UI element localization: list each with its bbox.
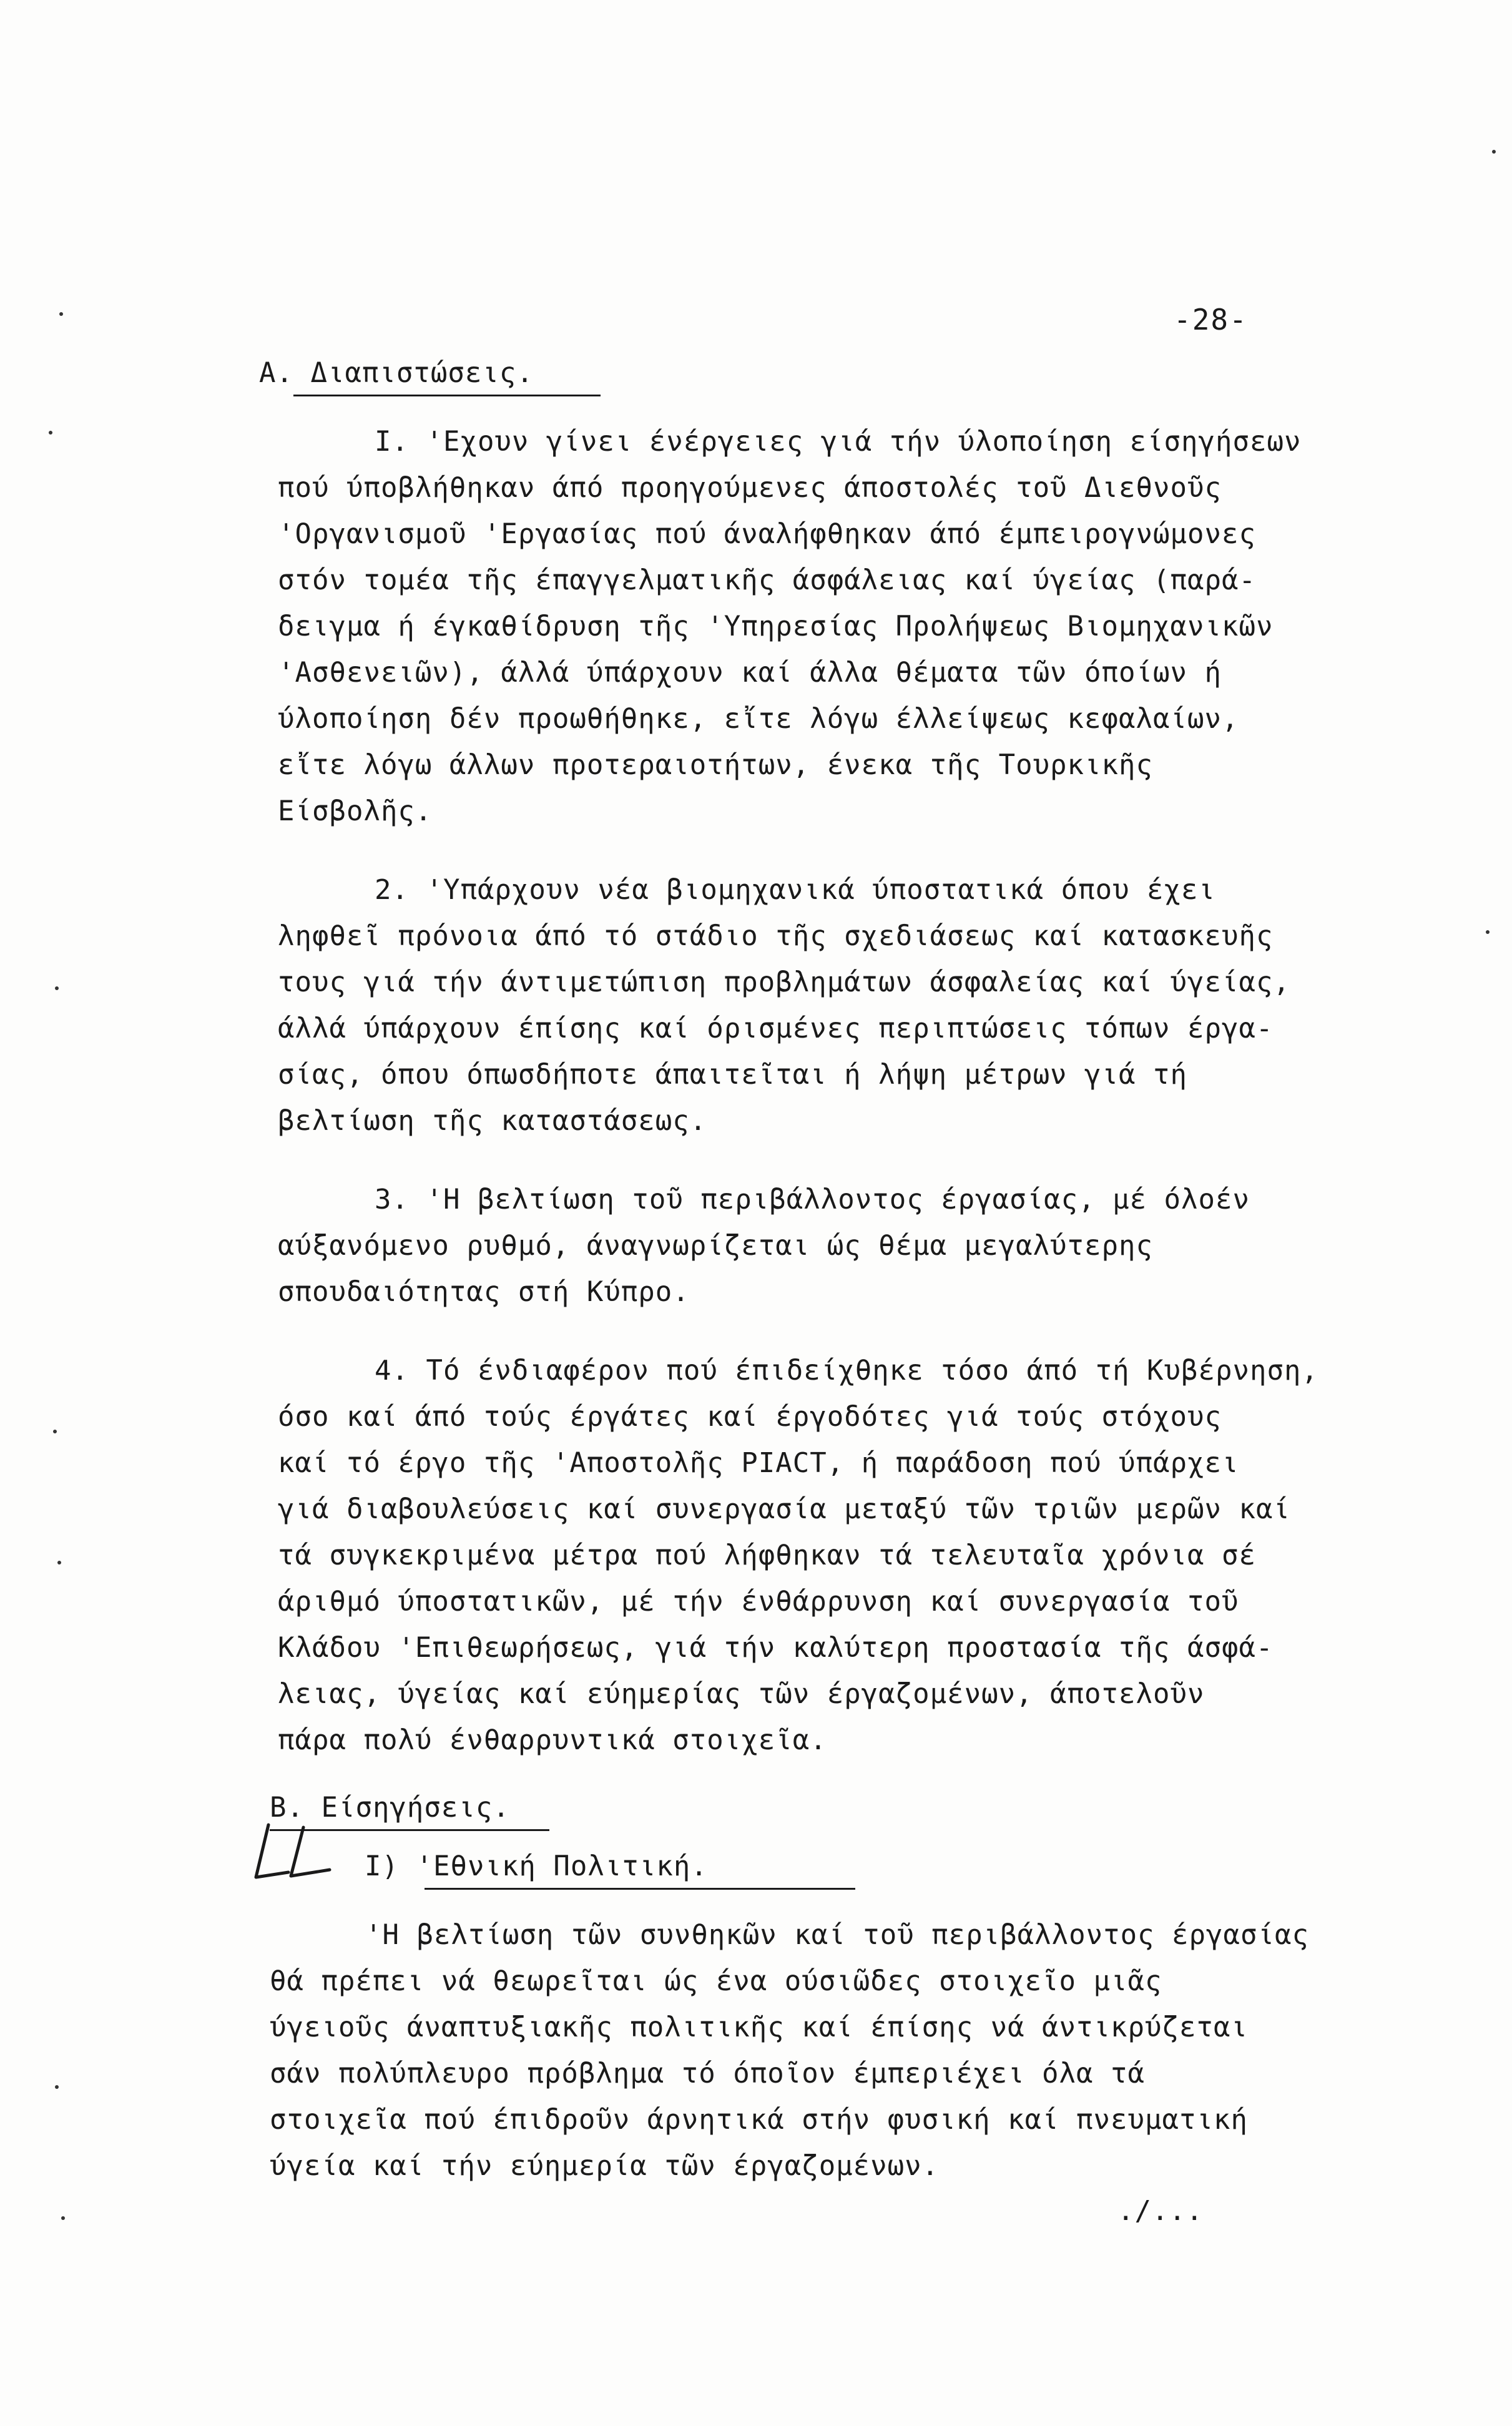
paragraph-line: λειας, ύγείας καί εύημερίας τῶν έργαζομένων, άποτελοῦν	[278, 1678, 1205, 1710]
scan-speck	[53, 1430, 57, 1433]
scan-speck	[57, 1561, 61, 1564]
paragraph-line: αύξανόμενο ρυθμό, άναγνωρίζεται ώς θέμα μεγαλύτερης	[278, 1230, 1154, 1262]
section-a-heading-underline	[293, 395, 601, 396]
paragraph-line: καί τό έργο τῆς 'Αποστολῆς PIACT, ή παράδοση πού ύπάρχει	[278, 1447, 1239, 1479]
paragraph-line: ληφθεῖ πρόνοια άπό τό στάδιο τῆς σχεδιάσεως καί κατασκευῆς	[278, 920, 1274, 952]
scan-speck	[55, 2085, 59, 2089]
paragraph-line: εἴτε λόγω άλλων προτεραιοτήτων, ένεκα τῆς Τουρκικῆς	[278, 749, 1154, 781]
paragraph-line: θά πρέπει νά θεωρεῖται ώς ένα ούσιῶδες στοιχεῖο μιᾶς	[270, 1965, 1162, 1997]
section-b-subheading-underline	[425, 1888, 855, 1890]
paragraph-line: 2. 'Υπάρχουν νέα βιομηχανικά ύποστατικά όπου έχει	[375, 874, 1216, 906]
scan-speck	[49, 431, 52, 435]
paragraph-line: δειγμα ή έγκαθίδρυση τῆς 'Υπηρεσίας Προλήψεως Βιομηχανικῶν	[278, 611, 1274, 642]
paragraph-line: Κλάδου 'Επιθεωρήσεως, γιά τήν καλύτερη προστασία τῆς άσφά-	[278, 1632, 1274, 1664]
paragraph-line: άριθμό ύποστατικῶν, μέ τήν ένθάρρυνση καί συνεργασία τοῦ	[278, 1586, 1239, 1618]
paragraph-line: σάν πολύπλευρο πρόβλημα τό όποῖον έμπεριέχει όλα τά	[270, 2058, 1146, 2090]
scan-speck	[1486, 930, 1490, 934]
paragraph-line: ύγειοῦς άναπτυξιακῆς πολιτικῆς καί έπίσης νά άντικρύζεται	[270, 2011, 1248, 2043]
scan-speck	[61, 2216, 65, 2220]
section-a-heading: Α. Διαπιστώσεις.	[259, 357, 534, 389]
paragraph-line: στόν τομέα τῆς έπαγγελματικῆς άσφάλειας καί ύγείας (παρά-	[278, 564, 1256, 596]
paragraph-line: όσο καί άπό τούς έργάτες καί έργοδότες γιά τούς στόχους	[278, 1401, 1222, 1433]
paragraph-line: πάρα πολύ ένθαρρυντικά στοιχεῖα.	[278, 1724, 827, 1756]
paragraph-line: τους γιά τήν άντιμετώπιση προβλημάτων άσφαλείας καί ύγείας,	[278, 966, 1290, 998]
scan-speck	[55, 986, 59, 990]
paragraph-line: Είσβολῆς.	[278, 795, 433, 827]
paragraph-line: πού ύποβλήθηκαν άπό προηγούμενες άποστολές τοῦ Διεθνοῦς	[278, 472, 1222, 504]
paragraph-line: Ι. 'Εχουν γίνει ένέργειες γιά τήν ύλοποίηση είσηγήσεων	[375, 426, 1302, 458]
paragraph-line: 'Οργανισμοῦ 'Εργασίας πού άναλήφθηκαν άπό έμπειρογνώμονες	[278, 518, 1256, 550]
section-b-heading: Β. Είσηγήσεις.	[270, 1792, 510, 1824]
paragraph-line: τά συγκεκριμένα μέτρα πού λήφθηκαν τά τελευταῖα χρόνια σέ	[278, 1540, 1256, 1571]
paragraph-line: 3. 'Η βελτίωση τοῦ περιβάλλοντος έργασίας, μέ όλοέν	[375, 1184, 1250, 1215]
paragraph-line: 4. Τό ένδιαφέρον πού έπιδείχθηκε τόσο άπό τή Κυβέρνηση,	[375, 1355, 1318, 1387]
paragraph-line: ύγεία καί τήν εύημερία τῶν έργαζομένων.	[270, 2150, 940, 2182]
paragraph-line: ύλοποίηση δέν προωθήθηκε, εἴτε λόγω έλλείψεως κεφαλαίων,	[278, 703, 1239, 735]
paragraph-line: σίας, όπου όπωσδήποτε άπαιτεῖται ή λήψη μέτρων γιά τή	[278, 1059, 1187, 1091]
continuation-mark: ./...	[1117, 2195, 1204, 2227]
handwritten-mark	[250, 1820, 343, 1888]
paragraph-line: σπουδαιότητας στή Κύπρο.	[278, 1276, 690, 1308]
paragraph-line: 'Η βελτίωση τῶν συνθηκῶν καί τοῦ περιβάλλοντος έργασίας	[365, 1919, 1309, 1951]
paragraph-line: 'Ασθενειῶν), άλλά ύπάρχουν καί άλλα θέματα τῶν όποίων ή	[278, 657, 1222, 689]
section-b-subheading: Ι) 'Εθνική Πολιτική.	[365, 1850, 708, 1882]
paragraph-line: στοιχεῖα πού έπιδροῦν άρνητικά στήν φυσική καί πνευματική	[270, 2104, 1248, 2136]
scan-speck	[59, 312, 63, 316]
page-number: -28-	[1174, 303, 1248, 336]
paragraph-line: βελτίωση τῆς καταστάσεως.	[278, 1105, 707, 1137]
scan-speck	[1492, 150, 1496, 154]
paragraph-line: άλλά ύπάρχουν έπίσης καί όρισμένες περιπτώσεις τόπων έργα-	[278, 1013, 1274, 1044]
paragraph-line: γιά διαβουλεύσεις καί συνεργασία μεταξύ τῶν τριῶν μερῶν καί	[278, 1493, 1290, 1525]
